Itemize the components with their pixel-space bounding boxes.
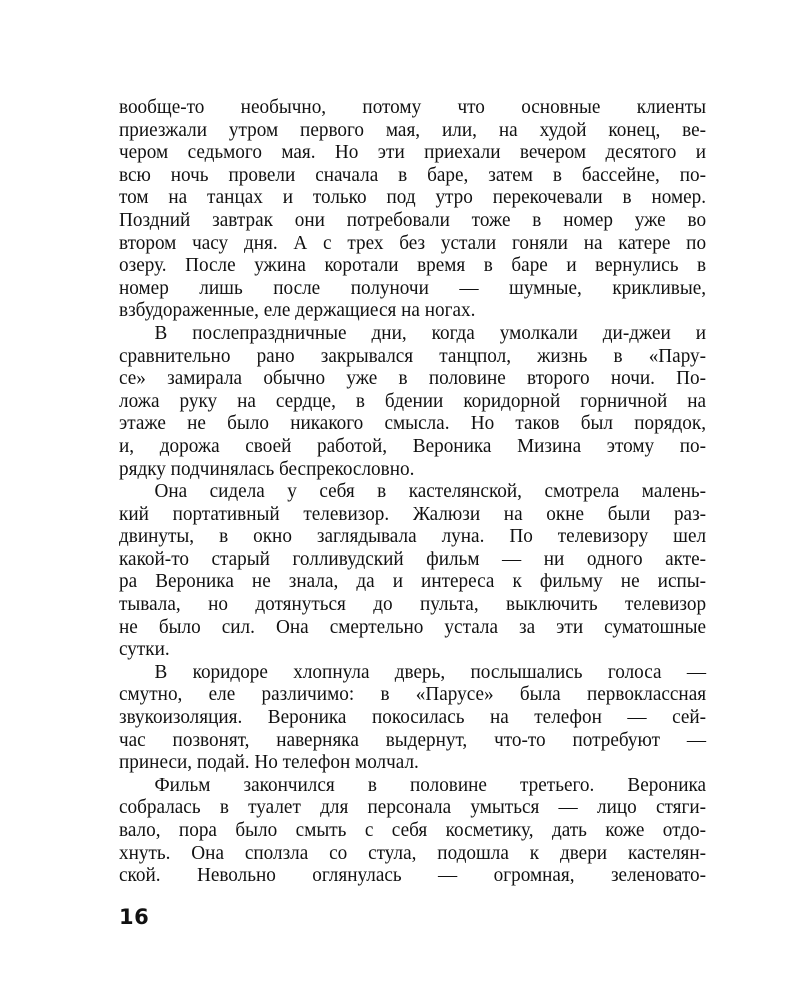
text-line-30: принеси, подай. Но телефон молчал.	[119, 752, 419, 774]
text-line-3: чером седьмого мая. Но эти приехали вечером десятого и	[119, 142, 707, 164]
text-line-29: час позвонят, наверняка выдернут, что-то потребуют —	[119, 729, 707, 751]
text-line-14: ложа руку на сердце, в бдении коридорной горничной на	[119, 390, 707, 412]
text-line-12: сравнительно рано закрывался танцпол, жизнь в «Пару-	[119, 345, 707, 367]
text-line-25: сутки.	[119, 639, 170, 661]
text-line-9: номер лишь после полуночи — шумные, крикливые,	[119, 277, 707, 299]
text-line-19: кий портативный телевизор. Жалюзи на окне были раз-	[119, 503, 707, 525]
text-line-27: смутно, еле различимо: в «Парусе» была первоклассная	[119, 684, 707, 706]
text-line-18: Она сидела у себя в кастелянской, смотрела малень-	[154, 481, 707, 503]
text-line-32: собралась в туалет для персонала умыться — лицо стяги-	[119, 797, 707, 819]
text-line-17: рядку подчинялась беспрекословно.	[119, 458, 415, 480]
text-line-33: вало, пора было смыть с себя косметику, дать коже отдо-	[119, 820, 707, 841]
text-line-11: В послепраздничные дни, когда умолкали ди-джеи и	[154, 322, 707, 344]
text-line-24: не было сил. Она смертельно устала за эти суматошные	[119, 616, 707, 638]
text-line-13: се» замирала обычно уже в половине второго ночи. По-	[119, 368, 707, 390]
text-line-6: Поздний завтрак они потребовали тоже в номер уже во	[119, 209, 707, 231]
text-line-5: том на танцах и только под утро перекочевали в номер.	[119, 187, 707, 209]
body-text	[119, 97, 715, 888]
text-line-21: какой-то старый голливудский фильм — ни одного акте-	[119, 548, 707, 570]
page-number: 16	[119, 905, 150, 929]
text-line-22: ра Вероника не знала, да и интереса к фильму не испы-	[119, 571, 707, 593]
text-line-35: ской. Невольно оглянулась — огромная, зеленовато-	[119, 865, 707, 887]
text-line-15: этаже не было никакого смысла. Но таков был порядок,	[119, 413, 707, 435]
text-line-8: озеру. После ужина коротали время в баре и вернулись в	[119, 255, 707, 277]
text-line-28: звукоизоляция. Вероника покосилась на телефон — сей-	[119, 707, 707, 729]
text-line-31: Фильм закончился в половине третьего. Вероника	[154, 774, 707, 796]
text-line-10: взбудораженные, еле держащиеся на ногах.	[119, 300, 476, 322]
text-line-34: хнуть. Она сползла со стула, подошла к двери кастелян-	[119, 842, 707, 864]
text-line-2: приезжали утром первого мая, или, на худой конец, ве-	[119, 119, 707, 141]
text-line-23: тывала, но дотянуться до пульта, выключить телевизор	[119, 594, 707, 616]
text-line-7: втором часу дня. А с трех без устали гоняли на катере по	[119, 232, 707, 254]
text-line-4: всю ночь провели сначала в баре, затем в бассейне, по-	[119, 164, 707, 186]
text-line-26: В коридоре хлопнула дверь, послышались голоса —	[154, 661, 707, 683]
text-line-1: вообще-то необычно, потому что основные клиенты	[119, 97, 707, 118]
text-line-16: и, дорожа своей работой, Вероника Мизина этому по-	[119, 435, 707, 457]
text-line-20: двинуты, в окно заглядывала луна. По телевизору шел	[119, 526, 707, 548]
